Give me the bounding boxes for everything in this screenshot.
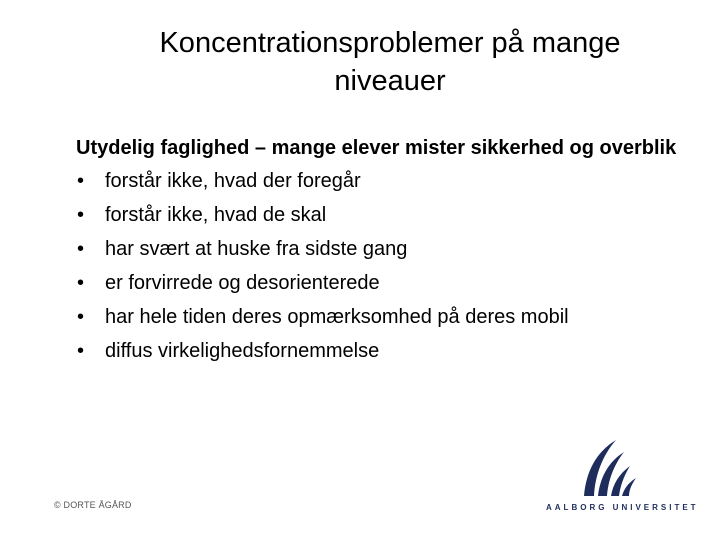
list-item bbox=[76, 164, 696, 198]
copyright-text: © DORTE ÅGÅRD bbox=[54, 500, 132, 510]
bullet-icon: • bbox=[77, 204, 85, 226]
bullet-list bbox=[76, 164, 696, 368]
slide-title: Koncentrationsproblemer på mange niveauer bbox=[159, 27, 621, 97]
list-item bbox=[76, 334, 696, 368]
bullet-icon: • bbox=[77, 170, 85, 192]
bullet-icon: • bbox=[77, 306, 85, 328]
bullet-icon: • bbox=[77, 272, 85, 294]
body-heading: Utydelig faglighed – mange elever mister sikkerhed og overblik bbox=[76, 137, 677, 159]
list-item bbox=[76, 232, 696, 266]
bullet-icon: • bbox=[77, 340, 85, 362]
bullet-text: forstår ikke, hvad der foregår bbox=[105, 170, 361, 192]
bullet-text: forstår ikke, hvad de skal bbox=[105, 204, 327, 226]
bullet-icon: • bbox=[77, 238, 85, 260]
bullet-text: er forvirrede og desorienterede bbox=[105, 272, 380, 294]
list-item bbox=[76, 198, 696, 232]
list-item bbox=[76, 300, 696, 334]
bullet-text: har svært at huske fra sidste gang bbox=[105, 238, 408, 260]
bullet-text: diffus virkelighedsfornemmelse bbox=[105, 340, 380, 362]
slide-body bbox=[76, 132, 696, 368]
university-logo-icon bbox=[582, 438, 638, 500]
bullet-text: har hele tiden deres opmærksomhed på deres mobil bbox=[105, 306, 569, 328]
university-name: AALBORG UNIVERSITET bbox=[546, 503, 699, 512]
list-item bbox=[76, 266, 696, 300]
